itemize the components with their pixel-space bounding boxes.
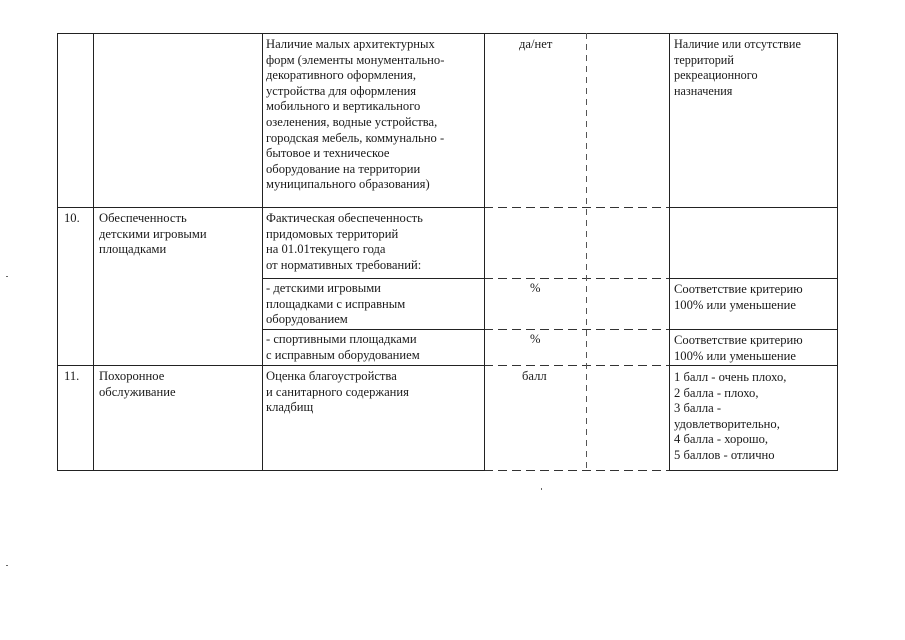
text-line: - спортивными площадками xyxy=(266,332,417,346)
subrow-separator xyxy=(262,278,484,279)
subrow-separator xyxy=(262,329,484,330)
indicator-subcell xyxy=(266,332,420,363)
category-cell xyxy=(99,211,207,258)
text-line: Наличие малых архитектурных xyxy=(266,37,435,51)
criterion-cell xyxy=(674,333,803,364)
text-line: 100% или уменьшение xyxy=(674,348,796,363)
text-line: муниципального образования) xyxy=(266,177,430,192)
indicator-cell xyxy=(266,369,409,416)
indicator-cell xyxy=(266,211,423,273)
text-line: 1 балл - очень плохо, xyxy=(674,370,787,384)
text-line: 5 баллов - отлично xyxy=(674,447,775,462)
indicator-subcell xyxy=(266,281,405,328)
column-line xyxy=(93,33,94,471)
text-line: назначения xyxy=(674,83,733,98)
criterion-cell xyxy=(674,37,801,99)
row-separator xyxy=(669,207,837,208)
category-cell xyxy=(99,369,176,400)
text-line: бытовое и техническое xyxy=(266,146,390,161)
text-line: кладбищ xyxy=(266,400,314,415)
text-line: мобильного и вертикального xyxy=(266,99,421,114)
text-line: Оценка благоустройства xyxy=(266,369,397,383)
text-line: декоративного оформления, xyxy=(266,68,416,83)
row-separator-dashed xyxy=(484,207,669,208)
text-line: оборудованием xyxy=(266,312,348,327)
text-line: рекреационного xyxy=(674,68,758,83)
text-line: на 01.01текущего года xyxy=(266,242,386,257)
text-line: Похоронное xyxy=(99,369,165,383)
row-number: 11. xyxy=(64,369,80,383)
row-separator xyxy=(57,207,484,208)
criterion-cell xyxy=(674,282,803,313)
subrow-separator-dashed xyxy=(484,278,669,279)
unit-cell: % xyxy=(530,332,541,346)
unit-cell: да/нет xyxy=(519,37,553,51)
subrow-separator xyxy=(669,278,837,279)
column-line xyxy=(484,33,485,471)
text-line: - детскими игровыми xyxy=(266,281,381,295)
text-line: 2 балла - плохо, xyxy=(674,385,759,400)
row-separator-dashed xyxy=(484,365,669,366)
table-bottom-border xyxy=(57,470,484,471)
text-line: Наличие или отсутствие xyxy=(674,37,801,51)
text-line: территорий xyxy=(674,52,734,67)
table-top-border xyxy=(57,33,837,34)
text-line: Соответствие критерию xyxy=(674,333,803,347)
text-line: площадками xyxy=(99,242,167,257)
column-line xyxy=(837,33,838,471)
column-line xyxy=(669,33,670,471)
column-line xyxy=(262,33,263,471)
row-separator xyxy=(669,365,837,366)
subrow-separator xyxy=(669,329,837,330)
text-line: городская мебель, коммунально - xyxy=(266,130,445,145)
unit-cell: балл xyxy=(522,369,547,383)
text-line: площадками с исправным xyxy=(266,296,406,311)
text-line: и санитарного содержания xyxy=(266,384,409,399)
table-bottom-border-dashed xyxy=(484,470,669,471)
text-line: Соответствие критерию xyxy=(674,282,803,296)
text-line: удовлетворительно, xyxy=(674,416,780,431)
text-line: Фактическая обеспеченность xyxy=(266,211,423,225)
text-line: с исправным оборудованием xyxy=(266,347,420,362)
indicator-cell xyxy=(266,37,444,193)
text-line: 3 балла - xyxy=(674,401,722,416)
row-separator xyxy=(57,365,484,366)
scan-speck xyxy=(541,488,542,490)
text-line: озеленения, водные устройства, xyxy=(266,114,438,129)
scan-speck xyxy=(6,565,8,566)
criterion-cell xyxy=(674,370,786,464)
column-line xyxy=(57,33,58,471)
text-line: обслуживание xyxy=(99,384,176,399)
text-line: детскими игровыми xyxy=(99,226,207,241)
text-line: придомовых территорий xyxy=(266,226,399,241)
scan-speck xyxy=(6,276,8,277)
text-line: Обеспеченность xyxy=(99,211,187,225)
column-line-dashed xyxy=(586,33,587,471)
text-line: 100% или уменьшение xyxy=(674,297,796,312)
text-line: устройства для оформления xyxy=(266,83,417,98)
table-bottom-border xyxy=(669,470,837,471)
text-line: 4 балла - хорошо, xyxy=(674,432,769,447)
text-line: форм (элементы монументально- xyxy=(266,52,445,67)
row-number: 10. xyxy=(64,211,80,225)
text-line: от нормативных требований: xyxy=(266,257,422,272)
unit-cell: % xyxy=(530,281,541,295)
text-line: оборудование на территории xyxy=(266,161,421,176)
subrow-separator-dashed xyxy=(484,329,669,330)
